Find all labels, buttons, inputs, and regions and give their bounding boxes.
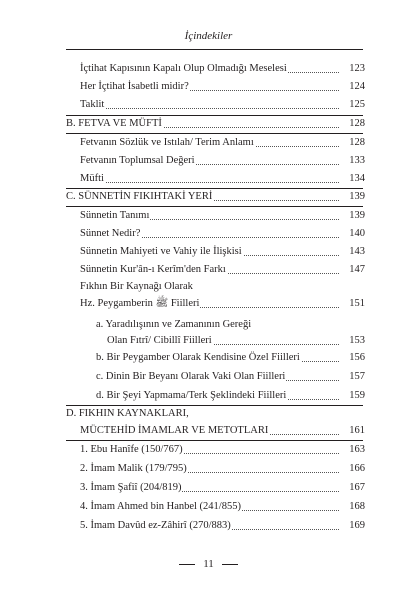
footer-dash-left bbox=[179, 564, 195, 565]
toc-entry bbox=[0, 442, 417, 458]
toc-entry bbox=[0, 135, 417, 151]
toc-entry-page: 159 bbox=[349, 390, 365, 401]
toc-entry-page: 151 bbox=[349, 298, 365, 309]
toc-entry-label: İçtihat Kapısının Kapalı Olup Olmadığı Meselesi bbox=[80, 63, 287, 74]
toc-entry-label: Sünnetin Kur'ân-ı Kerîm'den Farkı bbox=[80, 264, 226, 275]
toc-section-heading-line1: D. FIKHIN KAYNAKLARI, bbox=[66, 408, 189, 419]
toc-entry-page: 128 bbox=[349, 118, 365, 129]
toc-entry-page: 125 bbox=[349, 99, 365, 110]
toc-entry-page: 143 bbox=[349, 246, 365, 257]
toc-entry-label: Sünnetin Mahiyeti ve Vahiy ile İlişkisi bbox=[80, 246, 242, 257]
toc-entry bbox=[0, 518, 417, 534]
toc-entry-label: Her İçtihat İsabetli midir? bbox=[80, 81, 189, 92]
toc-entry-page: 168 bbox=[349, 501, 365, 512]
toc-entry-page: 123 bbox=[349, 63, 365, 74]
toc-section-heading-line2: MÜCTEHİD İMAMLAR VE METOTLARI bbox=[80, 425, 269, 436]
page-footer bbox=[0, 558, 417, 570]
toc-entry-label: Sünnetin Tanımı bbox=[80, 210, 150, 221]
toc-entry-page: 169 bbox=[349, 520, 365, 531]
toc-entry-page: 166 bbox=[349, 463, 365, 474]
toc-entry-label: 1. Ebu Hanîfe (150/767) bbox=[80, 444, 183, 455]
toc-section-heading bbox=[0, 423, 417, 439]
toc-section-heading bbox=[0, 116, 417, 132]
toc-section-heading bbox=[0, 189, 417, 205]
toc-entry bbox=[0, 153, 417, 169]
toc-entry-page: 128 bbox=[349, 137, 365, 148]
toc-entry-page: 124 bbox=[349, 81, 365, 92]
toc-entry-label-line2: Hz. Peygamberin ﷺ Fiilleri bbox=[80, 298, 200, 309]
toc-entry bbox=[0, 499, 417, 515]
toc-entry-page: 167 bbox=[349, 482, 365, 493]
toc-entry bbox=[0, 369, 417, 385]
toc-entry-label: Sünnet Nedir? bbox=[80, 228, 141, 239]
toc-entry-page: 156 bbox=[349, 352, 365, 363]
toc-entry-label: c. Dinin Bir Beyanı Olarak Vaki Olan Fiilleri bbox=[96, 371, 286, 382]
footer-dash-right bbox=[222, 564, 238, 565]
toc-entry-page: 140 bbox=[349, 228, 365, 239]
toc-entry-label-line2: Olan Fıtrî/ Cibillî Fiilleri bbox=[107, 335, 212, 346]
section-divider bbox=[66, 206, 363, 207]
toc-entry-page: 139 bbox=[349, 210, 365, 221]
toc-entry bbox=[0, 61, 417, 77]
toc-entry-label: Taklit bbox=[80, 99, 105, 110]
toc-entry bbox=[0, 350, 417, 366]
toc-entry-label-line1: a. Yaradılışının ve Zamanının Gereği bbox=[96, 319, 252, 330]
toc-entry-page: 157 bbox=[349, 371, 365, 382]
toc-entry-label: 3. İmam Şafiî (204/819) bbox=[80, 482, 182, 493]
toc-entry-page: 153 bbox=[349, 335, 365, 346]
toc-entry bbox=[0, 171, 417, 187]
toc-entry-page: 139 bbox=[349, 191, 365, 202]
toc-entry-label: 5. İmam Davûd ez-Zâhirî (270/883) bbox=[80, 520, 231, 531]
toc-entry-label: C. SÜNNETİN FIKIHTAKİ YERİ bbox=[66, 191, 213, 202]
toc-entry bbox=[0, 296, 417, 312]
toc-entry-label: Fetvanın Sözlük ve Istılah/ Terim Anlamı bbox=[80, 137, 254, 148]
toc-entry-page: 133 bbox=[349, 155, 365, 166]
toc-entry-label: 2. İmam Malik (179/795) bbox=[80, 463, 187, 474]
section-divider bbox=[66, 440, 363, 441]
toc-entry bbox=[0, 388, 417, 404]
toc-entry bbox=[0, 461, 417, 477]
toc-entry-page: 134 bbox=[349, 173, 365, 184]
header-divider bbox=[66, 49, 363, 50]
page-number: 11 bbox=[203, 558, 214, 570]
toc-entry-label-line1: Fıkhın Bir Kaynağı Olarak bbox=[80, 281, 193, 292]
toc-entry-label: Fetvanın Toplumsal Değeri bbox=[80, 155, 195, 166]
toc-entry bbox=[0, 97, 417, 113]
toc-entry-label: d. Bir Şeyi Yapmama/Terk Şeklindeki Fiilleri bbox=[96, 390, 287, 401]
toc-entry bbox=[0, 226, 417, 242]
section-divider bbox=[66, 133, 363, 134]
dot-leader bbox=[80, 182, 339, 183]
toc-entry bbox=[0, 208, 417, 224]
toc-entry-label: Müfti bbox=[80, 173, 104, 184]
toc-entry-page: 147 bbox=[349, 264, 365, 275]
toc-entry-page: 161 bbox=[349, 425, 365, 436]
dot-leader bbox=[80, 108, 339, 109]
toc-entry bbox=[0, 244, 417, 260]
toc-entry bbox=[0, 333, 417, 349]
toc-entry bbox=[0, 262, 417, 278]
toc-entry-page: 163 bbox=[349, 444, 365, 455]
toc-entry-label: B. FETVA VE MÜFTİ bbox=[66, 118, 162, 129]
page-header-title: İçindekiler bbox=[184, 30, 233, 42]
toc-entry-label: 4. İmam Ahmed bin Hanbel (241/855) bbox=[80, 501, 241, 512]
toc-entry bbox=[0, 79, 417, 95]
toc-entry-label: b. Bir Peygamber Olarak Kendisine Özel Fiilleri bbox=[96, 352, 300, 363]
toc-entry bbox=[0, 480, 417, 496]
